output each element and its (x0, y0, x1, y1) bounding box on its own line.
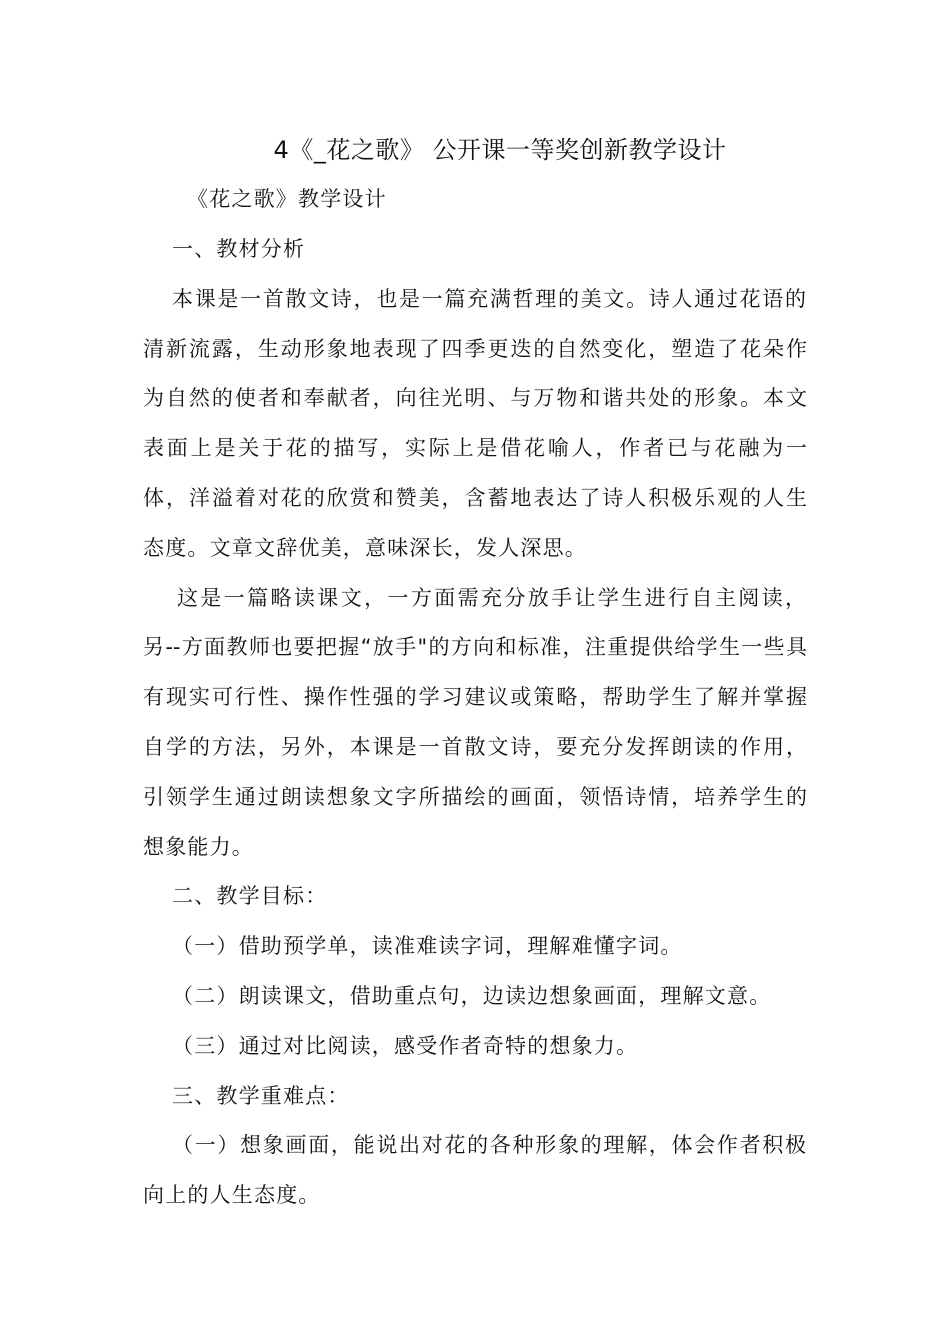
paragraph-line: 另--方面教师也要把握“放手"的方向和标准，注重提供给学生一些具 (143, 635, 807, 659)
paragraph-line: 向上的人生态度。 (143, 1183, 321, 1207)
objective-item: （一）借助预学单，读准难读字词，理解难懂字词。 (172, 934, 683, 958)
paragraph-line: 表面上是关于花的描写，实际上是借花喻人，作者已与花融为一 (143, 436, 807, 460)
section-heading-3: 三、教学重难点： (172, 1084, 350, 1108)
section-heading-2: 二、教学目标： (172, 884, 328, 908)
paragraph-line: 想象能力。 (143, 835, 254, 859)
document-title: 4《_花之歌》 公开课一等奖创新教学设计 (273, 136, 727, 164)
objective-item: （二）朗读课文，借助重点句，边读边想象画面，理解文意。 (172, 984, 772, 1008)
paragraph-line: 这是一篇略读课文，一方面需充分放手让学生进行自主阅读， (177, 586, 806, 610)
paragraph-line: 为自然的使者和奉献者，向往光明、与万物和谐共处的形象。本文 (143, 386, 807, 410)
paragraph-line: 清新流露，生动形象地表现了四季更迭的自然变化，塑造了花朵作 (143, 337, 807, 361)
paragraph-line: 自学的方法，另外，本课是一首散文诗，要充分发挥朗读的作用， (143, 735, 807, 759)
section-heading-1: 一、教材分析 (172, 237, 306, 261)
paragraph-line: （一）想象画面，能说出对花的各种形象的理解，体会作者积极 (172, 1133, 806, 1157)
paragraph-line: 态度。文章文辞优美，意味深长，发人深思。 (143, 536, 587, 560)
paragraph-line: 体，洋溢着对花的欣赏和赞美，含蓄地表达了诗人积极乐观的人生 (143, 486, 807, 510)
document-subtitle: 《花之歌》教学设计 (187, 187, 387, 211)
paragraph-line: 有现实可行性、操作性强的学习建议或策略，帮助学生了解并掌握 (143, 685, 807, 709)
paragraph-line: 本课是一首散文诗，也是一篇充满哲理的美文。诗人通过花语的 (172, 287, 806, 311)
objective-item: （三）通过对比阅读，感受作者奇特的想象力。 (172, 1034, 639, 1058)
paragraph-line: 引领学生通过朗读想象文字所描绘的画面，领悟诗情，培养学生的 (143, 785, 807, 809)
